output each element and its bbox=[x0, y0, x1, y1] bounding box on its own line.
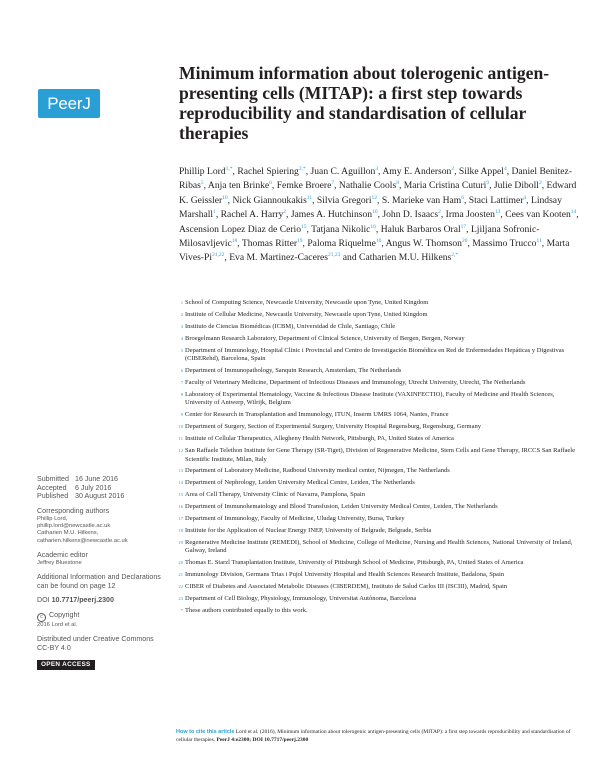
author-affiliation-marker: 16 bbox=[370, 223, 376, 230]
author-affiliation-marker: 7 bbox=[331, 180, 335, 187]
affiliation-number: 7 bbox=[180, 379, 183, 385]
author-affiliation-marker: 6 bbox=[461, 194, 464, 201]
author-affiliation-marker: 5 bbox=[200, 180, 204, 187]
article-sidebar bbox=[37, 475, 167, 670]
affiliation-number: 14 bbox=[178, 480, 183, 486]
affiliation-text: San Raffaele Telethon Institute for Gene Therapy (SR-Tiget), Division of Regenerative Medicine, Stem Cells and Gene Therapy, IRCCS San Raffaele Scientific Institute, Milan, Italy bbox=[185, 446, 575, 463]
affiliation-number: 5 bbox=[180, 347, 183, 353]
author-affiliation-marker: 4 bbox=[523, 194, 527, 201]
copyright-label: Copyright bbox=[49, 611, 80, 620]
author-affiliation-marker: 10 bbox=[222, 194, 228, 201]
affiliation-item bbox=[176, 467, 580, 476]
affiliation-text: Department of Immunology, Hospital Clinic i Provincial and Centro de Investigación Biomédica en Red de Enfermedades Hepáticas y Digestivas (CIBERehd), Barcelona, Spain bbox=[185, 346, 565, 363]
citation-text: Lord et al. (2016), Minimum information about tolerogenic antigen-presenting cells (MITAP): a first step towards reproducibility and standardisation of cellular therapies. bbox=[176, 729, 571, 743]
affiliation-item bbox=[176, 411, 580, 420]
affiliation-text: Faculty of Veterinary Medicine, Department of Infectious Diseases and Immunology, Utrecht University, Utrecht, The Netherlands bbox=[185, 378, 526, 386]
author-name[interactable]: Ascension Lopez Diaz de Cerio bbox=[179, 223, 302, 235]
author-affiliation-marker: 18 bbox=[231, 238, 238, 245]
affiliation-number: 4 bbox=[180, 335, 183, 341]
affiliation-item bbox=[176, 515, 580, 524]
author-name[interactable]: Silvia Gregori bbox=[316, 194, 372, 206]
affiliation-text: Institute of Cellular Therapeutics, Allegheny Health Network, Pittsburgh, PA, United States of America bbox=[185, 435, 454, 443]
author-affiliation-marker: 4 bbox=[503, 166, 507, 172]
affiliation-number: 23 bbox=[178, 595, 183, 601]
corresponding-email-2[interactable]: catharien.hilkens@newcastle.ac.uk bbox=[37, 537, 128, 544]
author-list: Phillip Lord$^{1,*}$, Rachel Spiering$^{2,*}$, Juan C. Aguillon$^3$, Amy E. Anderson$^2$, Silke Appel$^4$, Daniel Benitez-Ribas$^5$, Anja ten Brinke$^6$, Femke Broere$^7$, Nathalie Cools$^8$, Maria Cristina Cuturi$^9$, Julie Diboll$^2$, Edward K. Geissler$^{10}$, Nick Giannoukakis$^{11}$, Silvia Gregori$^{12}$, S. Marieke van Ham$^6$, Staci Lattimer$^4$, Lindsay Marshall$^1$, Rachel A. Harry$^2$, James A. Hutchinson$^{10}$, John D. Isaacs$^2$, Irma Joosten$^{13}$, Cees van Kooten$^{14}$, Ascension Lopez Diaz de Cerio$^{15}$, Tatjana Nikolic$^{16}$, Haluk Barbaros Oral$^{17}$, Ljiljana Sofronic-Milosavljevic$^{18}$, Thomas Ritter$^{19}$, Paloma Riquelme$^{10}$, Angus W. Thomson$^{20}$, Massimo Trucco$^{11}$, Marta Vives-Pi$^{21,22}$, Eva M. Martinez-Caceres$^{21,23}$ and Catharien M.U. Hilkens$^{2,*}$ bbox=[179, 166, 579, 264]
author-name[interactable]: Daniel Benitez-Ribas bbox=[179, 166, 572, 192]
author-name[interactable]: Anja ten Brinke bbox=[207, 180, 270, 192]
affiliation-text: Laboratory of Experimental Hematology, Vaccine & Infectious Disease Institute (VAXINFECTIO), Faculty of Medicine and Health Sciences, University of Antwerp, Wilrijk, Belgium bbox=[185, 390, 555, 407]
doi-line[interactable] bbox=[37, 596, 167, 605]
author-affiliation-marker: 14 bbox=[570, 209, 577, 216]
affiliation-item bbox=[176, 491, 580, 500]
affiliation-text: Regenerative Medicine Institute (REMEDI), School of Medicine, College of Medicine, Nursing and Health Sciences, National University of Ireland, Galway, Ireland bbox=[185, 538, 573, 555]
author-name[interactable]: John D. Isaacs bbox=[382, 209, 439, 221]
accepted-date: 6 July 2016 bbox=[75, 483, 112, 492]
affiliation-item bbox=[176, 503, 580, 512]
published-row bbox=[37, 492, 167, 501]
affiliation-text: Department of Surgery, Section of Experimental Surgery, University Hospital Regensburg, Regensburg, Germany bbox=[185, 423, 481, 431]
affiliation-number: 9 bbox=[180, 412, 183, 418]
accepted-label: Accepted bbox=[37, 483, 67, 492]
author-name[interactable]: S. Marieke van Ham bbox=[381, 194, 462, 206]
author-name[interactable]: Thomas Ritter bbox=[241, 238, 298, 250]
affiliation-text: Area of Cell Therapy, University Clinic of Navarra, Pamplona, Spain bbox=[185, 491, 365, 499]
affiliation-number: 16 bbox=[178, 504, 183, 510]
corresponding-author-1: Phillip Lord, bbox=[37, 515, 68, 522]
submitted-label: Submitted bbox=[37, 475, 69, 483]
author-affiliation-marker: 9 bbox=[486, 180, 490, 187]
author-name[interactable]: Massimo Trucco bbox=[472, 238, 537, 250]
affiliation-item bbox=[176, 447, 580, 464]
author-name[interactable]: Nick Giannoukakis bbox=[232, 194, 307, 206]
copyright-line bbox=[37, 611, 167, 622]
author-name[interactable]: Paloma Riquelme bbox=[307, 238, 376, 250]
author-affiliation-marker: 1,* bbox=[225, 166, 233, 172]
author-name[interactable]: Rachel Spiering bbox=[237, 166, 299, 177]
citation-lead: How to cite this article bbox=[176, 729, 235, 735]
affiliation-number: 20 bbox=[178, 560, 183, 566]
author-name[interactable]: Juan C. Aguillon bbox=[310, 166, 376, 177]
published-date: 30 August 2016 bbox=[75, 492, 125, 501]
author-affiliation-marker: 15 bbox=[301, 223, 307, 230]
open-access-badge: OPEN ACCESS bbox=[37, 660, 95, 670]
additional-info-link[interactable]: Additional Information and Declarations can be found on page 12 bbox=[37, 573, 161, 590]
affiliation-number: 13 bbox=[178, 468, 183, 474]
affiliation-number: 10 bbox=[178, 424, 183, 430]
affiliation-item bbox=[176, 311, 580, 320]
affiliation-number: 15 bbox=[178, 492, 183, 498]
author-name[interactable]: Edward K. Geissler bbox=[179, 180, 577, 206]
author-name[interactable]: Angus W. Thomson bbox=[385, 238, 462, 250]
affiliation-text: Department of Laboratory Medicine, Radboud University medical center, Nijmegen, The Netherlands bbox=[185, 467, 450, 475]
affiliation-number: 22 bbox=[178, 584, 183, 590]
author-name[interactable]: Amy E. Anderson bbox=[382, 166, 452, 177]
author-affiliation-marker: 17 bbox=[460, 223, 467, 230]
author-name[interactable]: Irma Joosten bbox=[445, 209, 495, 221]
affiliation-item bbox=[176, 583, 580, 592]
affiliation-number: 21 bbox=[178, 572, 183, 578]
author-name[interactable]: Julie Diboll bbox=[493, 180, 539, 192]
affiliation-item bbox=[176, 367, 580, 376]
author-name[interactable]: Phillip Lord bbox=[179, 166, 226, 177]
affiliation-number: 1 bbox=[180, 300, 183, 305]
affiliation-item bbox=[176, 379, 580, 388]
author-affiliation-marker: 2 bbox=[438, 209, 441, 216]
author-affiliation-marker: 3 bbox=[375, 166, 379, 172]
author-affiliation-marker: 2 bbox=[538, 180, 542, 187]
corresponding-heading: Corresponding authors bbox=[37, 507, 110, 516]
author-affiliation-marker: 1 bbox=[213, 209, 216, 216]
affiliation-list bbox=[176, 299, 580, 619]
author-affiliation-marker: 12 bbox=[371, 194, 378, 201]
affiliation-item bbox=[176, 571, 580, 580]
affiliation-item bbox=[176, 527, 580, 536]
affiliation-text: CIBER of Diabetes and Associated Metabolic Diseases (CIBERDEM), Instituto de Salud Carlos III (ISCIII), Madrid, Spain bbox=[185, 583, 508, 591]
author-affiliation-marker: 11 bbox=[306, 194, 313, 201]
corresponding-author-2: Catharien M.U. Hilkens, bbox=[37, 530, 99, 537]
affiliation-item bbox=[176, 559, 580, 568]
author-name[interactable]: Rachel A. Harry bbox=[220, 209, 284, 221]
affiliation-item bbox=[176, 323, 580, 332]
affiliation-item bbox=[176, 299, 580, 308]
affiliation-text: These authors contributed equally to this work. bbox=[185, 606, 308, 614]
author-affiliation-marker: 21,23 bbox=[328, 252, 341, 259]
author-name[interactable]: Haluk Barbaros Oral bbox=[380, 223, 461, 235]
affiliation-item bbox=[176, 607, 580, 616]
accepted-row bbox=[37, 484, 167, 493]
author-name[interactable]: Cees van Kooten bbox=[505, 209, 571, 221]
authors-and: and bbox=[340, 252, 360, 264]
doi-label: DOI bbox=[37, 596, 50, 605]
corresponding-email-1[interactable]: phillip.lord@newcastle.ac.uk bbox=[37, 523, 111, 530]
affiliation-item bbox=[176, 595, 580, 604]
affiliation-item bbox=[176, 435, 580, 444]
article-title: Minimum information about tolerogenic antigen-presenting cells (MITAP): a first step towards reproducibility and standardisation of cellular therapies bbox=[179, 63, 550, 143]
peerj-logo[interactable]: PeerJ bbox=[38, 89, 100, 118]
author-affiliation-marker: 2,* bbox=[451, 252, 459, 259]
affiliation-number: 19 bbox=[178, 539, 183, 545]
editor-heading: Academic editor bbox=[37, 551, 88, 559]
affiliation-item bbox=[176, 479, 580, 488]
author-affiliation-marker: 6 bbox=[269, 180, 272, 187]
author-name[interactable]: Staci Lattimer bbox=[468, 194, 524, 206]
affiliation-text: Instituto de Ciencias Biomédicas (ICBM), Universidad de Chile, Santiago, Chile bbox=[185, 322, 396, 330]
affiliation-number: 3 bbox=[180, 323, 183, 329]
affiliation-text: Department of Immunohematology and Blood Transfusion, Leiden University Medical Centre, Leiden, The Netherlands bbox=[185, 503, 498, 511]
author-affiliation-marker: 11 bbox=[536, 238, 542, 245]
author-name[interactable]: Eva M. Martinez-Caceres bbox=[229, 252, 329, 264]
affiliation-item bbox=[176, 347, 580, 364]
citation-ref[interactable]: PeerJ 4:e2300; DOI 10.7717/peerj.2300 bbox=[216, 736, 309, 743]
author-name[interactable]: James A. Hutchinson bbox=[290, 209, 373, 221]
citation-block bbox=[176, 729, 581, 744]
affiliation-text: Department of Immunology, Faculty of Medicine, Uludag University, Bursa, Turkey bbox=[185, 515, 405, 523]
author-name[interactable]: Marta Vives-Pi bbox=[179, 238, 570, 264]
author-name[interactable]: Silke Appel bbox=[458, 166, 504, 177]
author-affiliation-marker: 10 bbox=[375, 238, 382, 245]
affiliation-text: Department of Nephrology, Leiden University Medical Centre, Leiden, The Netherlands bbox=[185, 479, 415, 487]
submitted-date: 16 June 2016 bbox=[75, 475, 118, 483]
affiliation-text: Department of Cell Biology, Physiology, Immunology, Universitat Autònoma, Barcelona bbox=[185, 594, 417, 602]
affiliation-number: 8 bbox=[180, 391, 183, 397]
affiliation-number: * bbox=[180, 607, 183, 613]
author-name[interactable]: Nathalie Cools bbox=[338, 180, 397, 192]
affiliation-item bbox=[176, 539, 580, 556]
author-affiliation-marker: 2 bbox=[451, 166, 455, 172]
author-affiliation-marker: 13 bbox=[494, 209, 501, 216]
author-affiliation-marker: 19 bbox=[297, 238, 303, 245]
author-affiliation-marker: 2,* bbox=[298, 166, 306, 172]
editor-name: Jeffrey Bluestone bbox=[37, 559, 82, 566]
affiliation-text: Institute of Cellular Medicine, Newcastle University, Newcastle upon Tyne, United Kingdom bbox=[185, 310, 428, 318]
affiliation-text: School of Computing Science, Newcastle University, Newcastle upon Tyne, United Kingdom bbox=[185, 299, 429, 306]
author-affiliation-marker: 20 bbox=[461, 238, 468, 245]
affiliation-text: Immunology Division, Germans Trias i Pujol University Hospital and Health Sciences Research Institute, Badalona, Spain bbox=[185, 571, 504, 579]
affiliation-number: 18 bbox=[178, 527, 183, 533]
author-name[interactable]: Ljiljana Sofronic-Milosavljevic bbox=[179, 223, 540, 250]
affiliation-item bbox=[176, 335, 580, 344]
published-label: Published bbox=[37, 492, 69, 501]
affiliation-number: 12 bbox=[178, 447, 183, 453]
author-affiliation-marker: 8 bbox=[396, 180, 399, 187]
affiliation-text: Department of Immunopathology, Sanquin Research, Amsterdam, The Netherlands bbox=[185, 367, 402, 375]
author-affiliation-marker: 2 bbox=[283, 209, 287, 216]
author-name[interactable]: Lindsay Marshall bbox=[179, 194, 562, 221]
affiliation-item bbox=[176, 391, 580, 408]
license-text[interactable]: Distributed under Creative Commons CC-BY 4.0 bbox=[37, 635, 154, 653]
affiliation-number: 2 bbox=[180, 311, 183, 317]
author-name[interactable]: Maria Cristina Cuturi bbox=[403, 180, 487, 192]
affiliation-number: 6 bbox=[180, 368, 183, 374]
affiliation-item bbox=[176, 423, 580, 432]
affiliation-text: Thomas E. Starzl Transplantation Institute, University of Pittsburgh School of Medicine, Pittsburgh, PA, United States of America bbox=[185, 559, 524, 567]
affiliation-text: Institute for the Application of Nuclear Energy INEP, University of Belgrade, Belgrade, Serbia bbox=[185, 526, 432, 534]
affiliation-text: Center for Research in Transplantation and Immunology, ITUN, Inserm UMRS 1064, Nantes, France bbox=[185, 411, 449, 419]
author-name[interactable]: Tatjana Nikolic bbox=[311, 223, 371, 235]
author-name[interactable]: Catharien M.U. Hilkens bbox=[359, 252, 452, 264]
copyright-icon: c bbox=[37, 613, 46, 622]
affiliation-number: 11 bbox=[178, 436, 183, 442]
author-affiliation-marker: 21,22 bbox=[212, 252, 225, 259]
affiliation-number: 17 bbox=[178, 516, 183, 522]
doi-value[interactable]: 10.7717/peerj.2300 bbox=[51, 596, 114, 605]
submitted-row bbox=[37, 475, 167, 484]
author-name[interactable]: Femke Broere bbox=[276, 180, 332, 192]
author-affiliation-marker: 10 bbox=[372, 209, 378, 216]
copyright-value: 2016 Lord et al. bbox=[37, 622, 78, 629]
affiliation-text: Broegelmann Research Laboratory, Department of Clinical Science, University of Bergen, Bergen, Norway bbox=[185, 334, 465, 342]
